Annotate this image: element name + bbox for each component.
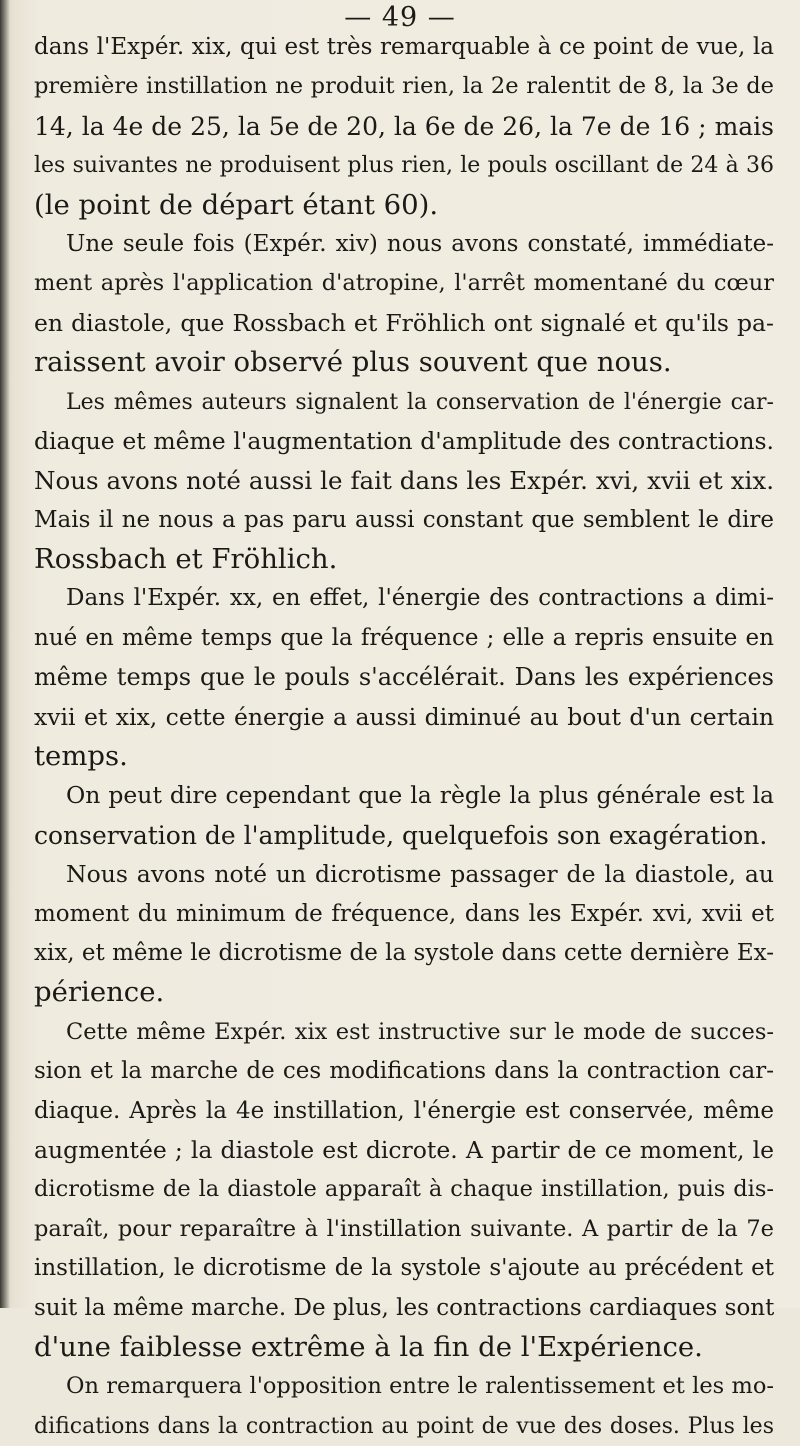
text-line: Nous avons noté aussi le fait dans les Expér. xvi, xvii et xix. xyxy=(34,466,774,496)
text-line: les suivantes ne produisent plus rien, le pouls oscillant de 24 à 36 xyxy=(34,153,774,179)
text-line: raissent avoir observé plus souvent que nous. xyxy=(34,346,672,379)
page-number: — 49 — xyxy=(344,2,456,33)
text-line: On peut dire cependant que la règle la plus générale est la xyxy=(66,781,774,810)
text-line: Nous avons noté un dicrotisme passager de la diastole, au xyxy=(66,860,774,889)
text-line: d'une faiblesse extrême à la fin de l'Expérience. xyxy=(34,1330,703,1363)
text-line: xvii et xix, cette énergie a aussi diminué au bout d'un certain xyxy=(34,702,774,731)
text-line: ment après l'application d'atropine, l'arrêt momentané du cœur xyxy=(34,270,774,297)
text-line: 14, la 4e de 25, la 5e de 20, la 6e de 26, la 7e de 16 ; mais xyxy=(34,111,774,141)
text-line: diaque. Après la 4e instillation, l'énergie est conservée, même xyxy=(34,1097,774,1124)
text-line: augmentée ; la diastole est dicrote. A partir de ce moment, le xyxy=(34,1135,774,1164)
text-line: Une seule fois (Expér. xiv) nous avons constaté, immédiate- xyxy=(66,230,774,257)
text-line: en diastole, que Rossbach et Fröhlich ont signalé et qu'ils pa- xyxy=(34,308,774,337)
text-line: conservation de l'amplitude, quelquefois son exagération. xyxy=(34,820,768,850)
text-line: Dans l'Expér. xx, en effet, l'énergie des contractions a dimi- xyxy=(66,585,774,612)
text-line: paraît, pour reparaître à l'instillation suivante. A partir de la 7e xyxy=(34,1215,774,1242)
text-line: sion et la marche de ces modifications dans la contraction car- xyxy=(34,1058,774,1085)
text-line: Cette même Expér. xix est instructive sur le mode de succes- xyxy=(66,1018,774,1045)
binding-shadow xyxy=(0,0,10,1308)
body-text xyxy=(34,28,774,1446)
text-line: première instillation ne produit rien, la 2e ralentit de 8, la 3e de xyxy=(34,73,774,100)
text-line: même temps que le pouls s'accélérait. Dans les expériences xyxy=(34,663,774,692)
text-line: moment du minimum de fréquence, dans les Expér. xvi, xvii et xyxy=(34,900,774,927)
text-line: Les mêmes auteurs signalent la conservation de l'énergie car- xyxy=(66,389,774,415)
text-line: Rossbach et Fröhlich. xyxy=(34,543,338,576)
text-line: périence. xyxy=(34,976,165,1009)
text-line: instillation, le dicrotisme de la systole s'ajoute au précédent et xyxy=(34,1255,774,1282)
text-line: difications dans la contraction au point de vue des doses. Plus les xyxy=(34,1413,774,1439)
text-line: Mais il ne nous a pas paru aussi constant que semblent le dire xyxy=(34,506,774,533)
text-line: dans l'Expér. xix, qui est très remarquable à ce point de vue, la xyxy=(34,34,774,60)
text-line: (le point de départ étant 60). xyxy=(34,188,439,221)
text-line: diaque et même l'augmentation d'amplitude des contractions. xyxy=(34,426,774,455)
text-line: suit la même marche. De plus, les contractions cardiaques sont xyxy=(34,1294,774,1321)
text-line: nué en même temps que la fréquence ; elle a repris ensuite en xyxy=(34,624,774,651)
text-line: On remarquera l'opposition entre le ralentissement et les mo- xyxy=(66,1373,774,1400)
text-line: xix, et même le dicrotisme de la systole dans cette dernière Ex- xyxy=(34,939,774,966)
text-line: dicrotisme de la diastole apparaît à chaque instillation, puis dis- xyxy=(34,1176,774,1203)
text-line: temps. xyxy=(34,740,128,773)
